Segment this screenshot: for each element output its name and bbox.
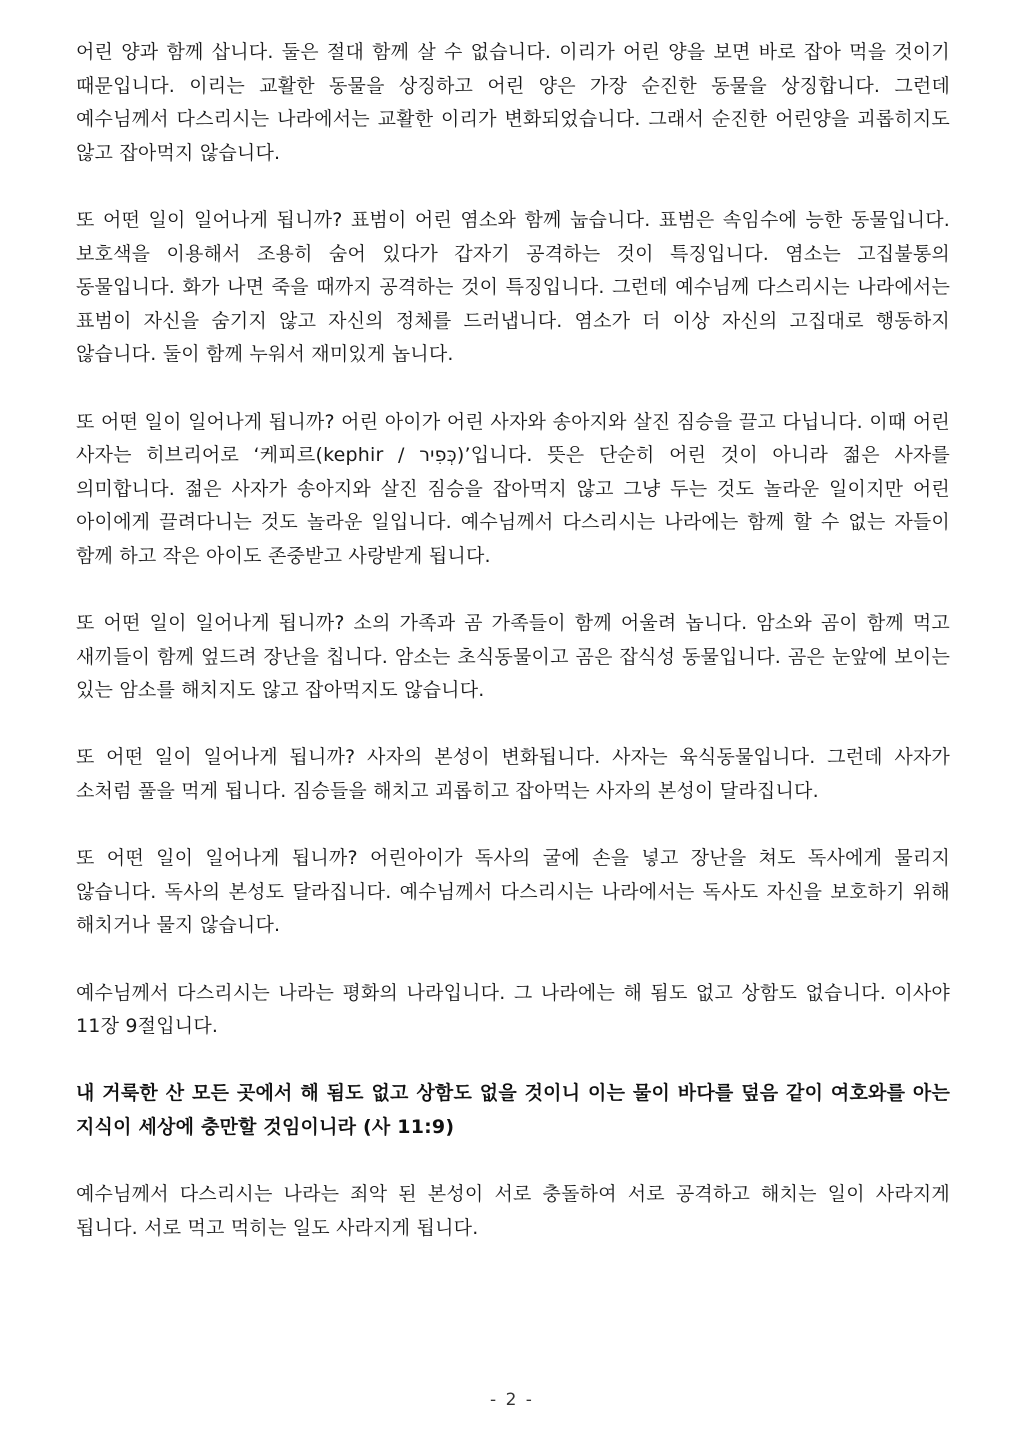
paragraph-peace-kingdom: 예수님께서 다스리시는 나라는 평화의 나라입니다. 그 나라에는 해 됨도 없고 상함도 없습니다. 이사야 11장 9절입니다. [76,981,950,1038]
paragraph-closing: 예수님께서 다스리시는 나라는 죄악 된 본성이 서로 충돌하여 서로 공격하고 해치는 일이 사라지게 됩니다. 서로 먹고 먹히는 일도 사라지게 됩니다. [76,1183,950,1239]
paragraph-lion-nature: 또 어떤 일이 일어나게 됩니까? 사자의 본성이 변화됩니다. 사자는 육식동물입니다. 그런데 사자가 소처럼 풀을 먹게 됩니다. 짐승들을 해치고 괴롭히고 잡아먹는 사자의 본성이 달라집니다. [76,746,950,803]
paragraph-cobra: 또 어떤 일이 일어나게 됩니까? 어린아이가 독사의 굴에 손을 넣고 장난을 쳐도 독사에게 물리지 않습니다. 독사의 본성도 달라집니다. 예수님께서 다스리시는 나라에서는 독사도 자신을 보호하기 위해 해치거나 물지 않습니다. [76,847,950,937]
scripture-quote: 내 거룩한 산 모든 곳에서 해 됨도 없고 상함도 없을 것이니 이는 물이 바다를 덮음 같이 여호와를 아는 지식이 세상에 충만할 것임이니라 (사 11:9) [76,1082,950,1138]
page-number: - 2 - [490,1390,534,1410]
paragraph-lamb: 어린 양과 함께 삽니다. 둘은 절대 함께 살 수 없습니다. 이리가 어린 양을 보면 바로 잡아 먹을 것이기 때문입니다. 이리는 교활한 동물을 상징하고 어린 양은 가장 순진한 동물을 상징합니다. 그런데 예수님께서 다스리시는 나라에서는 교활한 이리가 변화되었습니다. 그래서 순진한 어린양을 괴롭히지도 않고 잡아먹지 않습니다. [76,41,950,164]
paragraph-cow-bear: 또 어떤 일이 일어나게 됩니까? 소의 가족과 곰 가족들이 함께 어울려 놉니다. 암소와 곰이 함께 먹고 새끼들이 함께 엎드려 장난을 칩니다. 암소는 초식동물이고 곰은 잡식성 동물입니다. 곰은 눈앞에 보이는 있는 암소를 해치지도 않고 잡아먹지도 않습니다. [76,612,950,702]
paragraph-young-lion: 또 어떤 일이 일어나게 됩니까? 어린 아이가 어린 사자와 송아지와 살진 짐승을 끌고 다닙니다. 이때 어린 사자는 히브리어로 ‘케피르(kephir / כְּפִיר)’입니다. 뜻은 단순히 어린 것이 아니라 젊은 사자를 의미합니다. 젊은 사자가 송아지와 살진 짐승을 잡아먹지 않고 그냥 두는 것도 놀라운 일이지만 어린 아이에게 끌려다니는 것도 놀라운 일입니다. 예수님께서 다스리시는 나라에는 함께 할 수 없는 자들이 함께 하고 작은 아이도 존중받고 사랑받게 됩니다. [76,410,950,567]
document-body [76,36,950,1279]
paragraph-leopard: 또 어떤 일이 일어나게 됩니까? 표범이 어린 염소와 함께 눕습니다. 표범은 속임수에 능한 동물입니다. 보호색을 이용해서 조용히 숨어 있다가 갑자기 공격하는 것이 특징입니다. 염소는 고집불통의 동물입니다. 화가 나면 죽을 때까지 공격하는 것이 특징입니다. 그런데 예수님께 다스리시는 나라에서는 표범이 자신을 숨기지 않고 자신의 정체를 드러냅니다. 염소가 더 이상 자신의 고집대로 행동하지 않습니다. 둘이 함께 누워서 재미있게 놉니다. [76,208,950,366]
